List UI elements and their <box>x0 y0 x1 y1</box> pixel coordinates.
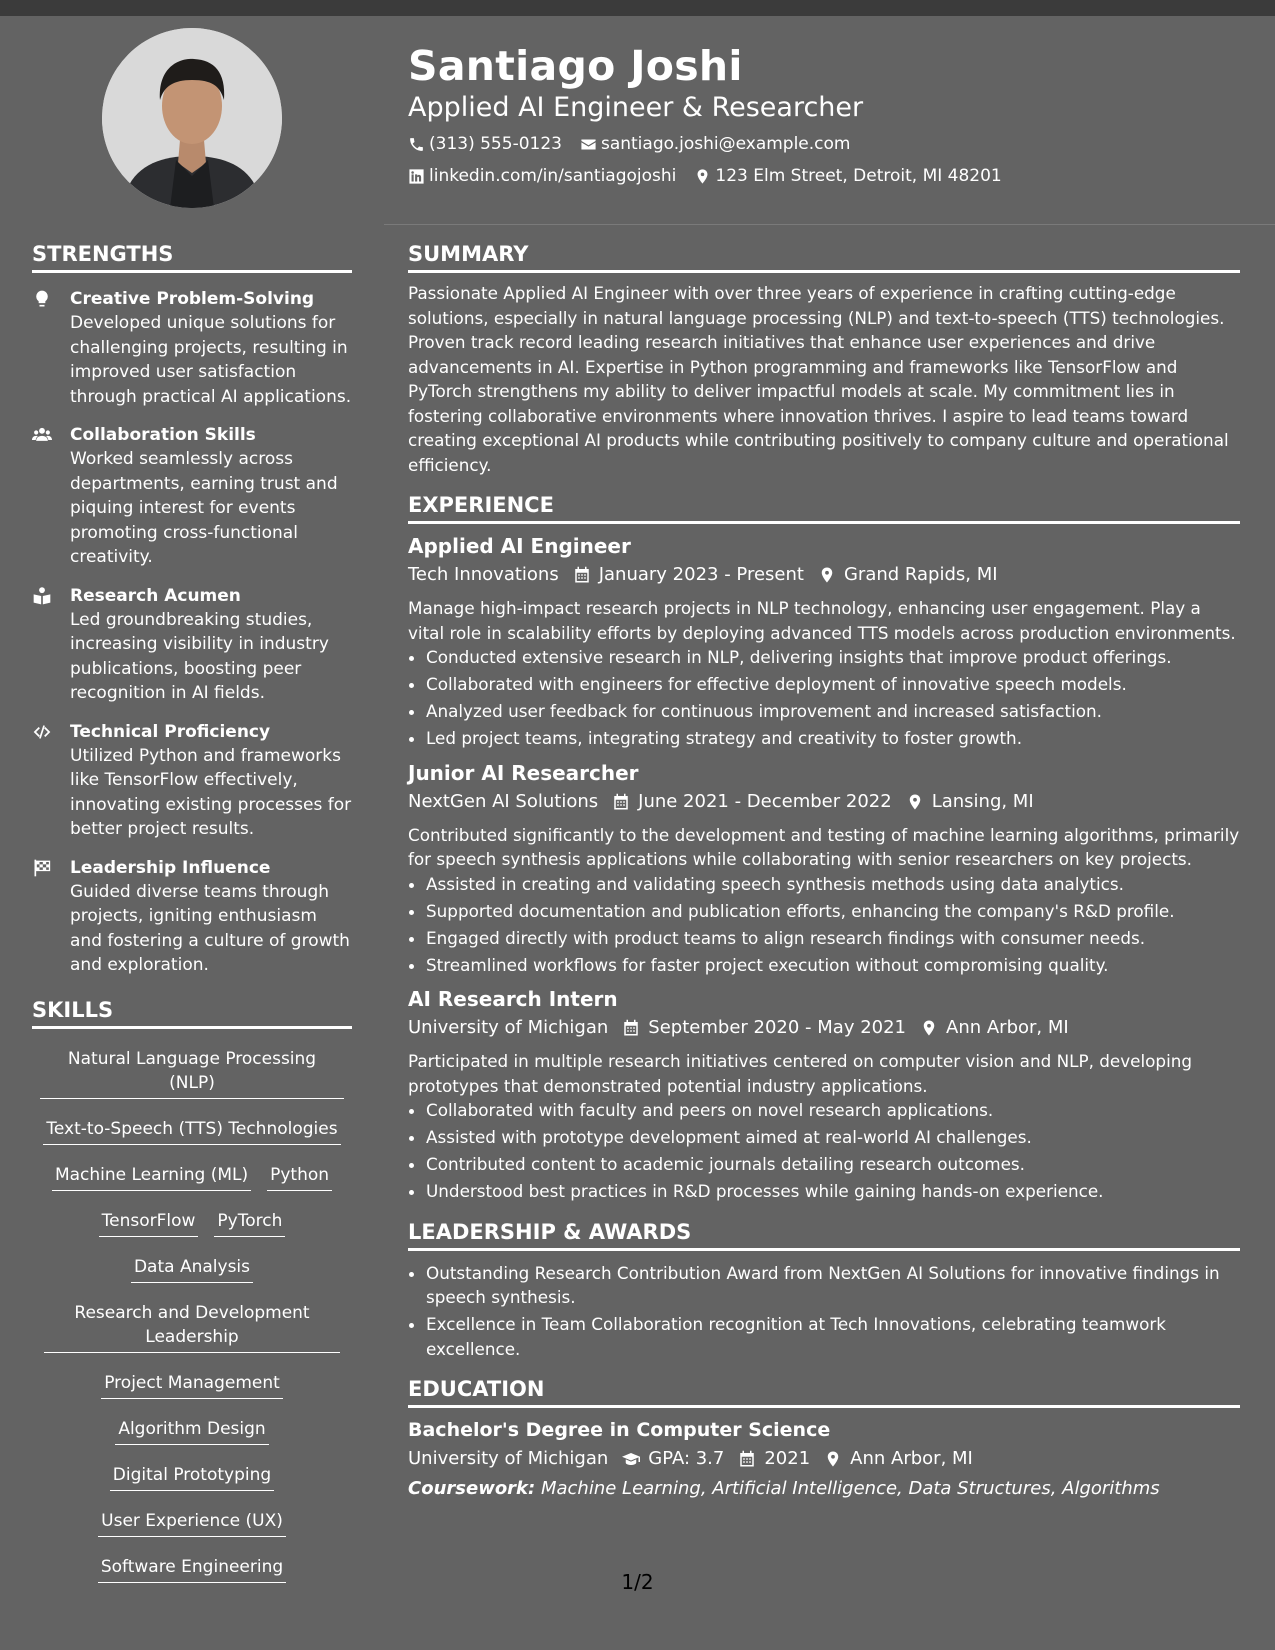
calendar-icon <box>738 1450 756 1468</box>
strength-title: Collaboration Skills <box>70 425 256 445</box>
job-description: Manage high-impact research projects in NLP technology, enhancing user engagement. Play a vital role in scalability efforts by deploying advanced TTS models across production environments. <box>408 598 1236 643</box>
phone-text: (313) 555-0123 <box>429 134 562 154</box>
job-title: Applied AI Engineer <box>408 534 631 558</box>
job-meta <box>408 1015 1240 1041</box>
list-item: • Collaborated with engineers for effective deployment of innovative speech models. <box>426 672 1240 697</box>
strength-item <box>32 720 352 842</box>
main-column <box>408 240 1240 1502</box>
skill-tag: PyTorch <box>214 1207 285 1237</box>
strength-desc: Developed unique solutions for challenging projects, resulting in improved user satisfaction through practical AI applications. <box>70 313 352 407</box>
users-icon <box>32 425 52 445</box>
skill-tag: Research and Development Leadership <box>44 1299 340 1353</box>
strength-item <box>32 287 352 409</box>
list-item: • Contributed content to academic journals detailing research outcomes. <box>426 1152 1240 1177</box>
list-item: • Led project teams, integrating strategy and creativity to foster growth. <box>426 726 1240 751</box>
strength-desc: Led groundbreaking studies, increasing visibility in industry publications, boosting peer recognition in AI fields. <box>70 609 329 703</box>
education-entry <box>408 1416 1240 1502</box>
strength-item <box>32 856 352 978</box>
contact-row-2 <box>408 164 1248 188</box>
degree-title: Bachelor's Degree in Computer Science <box>408 1419 831 1441</box>
candidate-role: Applied AI Engineer & Researcher <box>408 92 864 123</box>
skill-tag: TensorFlow <box>99 1207 199 1237</box>
phone-contact[interactable] <box>408 132 562 156</box>
awards-list <box>408 1261 1240 1362</box>
strength-title: Creative Problem-Solving <box>70 289 315 309</box>
address-contact <box>694 164 1001 188</box>
job-company: Tech Innovations <box>408 564 559 585</box>
calendar-icon <box>612 793 630 811</box>
awards-title: LEADERSHIP & AWARDS <box>408 1218 1240 1251</box>
skill-tag: Data Analysis <box>131 1253 253 1283</box>
job-meta <box>408 789 1240 815</box>
job-title: AI Research Intern <box>408 987 618 1011</box>
job-location: Ann Arbor, MI <box>946 1017 1069 1038</box>
list-item: • Assisted in creating and validating speech synthesis methods using data analytics. <box>426 872 1240 897</box>
strengths-title: STRENGTHS <box>32 240 352 273</box>
strengths-list <box>32 287 352 978</box>
job-entry <box>408 759 1240 978</box>
skill-tag: Natural Language Processing (NLP) <box>40 1045 344 1099</box>
strength-title: Research Acumen <box>70 585 241 606</box>
experience-title: EXPERIENCE <box>408 491 1240 524</box>
skill-tag: Text-to-Speech (TTS) Technologies <box>43 1115 340 1145</box>
page-number: 1/2 <box>621 1570 654 1594</box>
map-marker-icon <box>906 793 924 811</box>
list-item: • Understood best practices in R&D processes while gaining hands-on experience. <box>426 1179 1240 1204</box>
education-year: 2021 <box>764 1448 811 1469</box>
map-marker-icon <box>920 1019 938 1037</box>
list-item: • Conducted extensive research in NLP, delivering insights that improve product offerings. <box>426 645 1240 670</box>
email-contact[interactable] <box>580 132 851 156</box>
map-marker-icon <box>694 168 711 185</box>
calendar-icon <box>622 1019 640 1037</box>
header-divider <box>384 224 1275 225</box>
job-location: Grand Rapids, MI <box>843 564 998 585</box>
skill-tag: Digital Prototyping <box>110 1461 274 1491</box>
linkedin-contact[interactable] <box>408 164 676 188</box>
job-dates: September 2020 - May 2021 <box>648 1017 907 1038</box>
job-description: Participated in multiple research initiatives centered on computer vision and NLP, developing prototypes that demonstrated potential industry applications. <box>408 1051 1193 1096</box>
job-company: University of Michigan <box>408 1017 609 1038</box>
lightbulb-icon <box>32 289 52 309</box>
flag-checkered-icon <box>32 858 52 878</box>
job-bullets <box>408 1098 1240 1204</box>
coursework-list: Machine Learning, Artificial Intelligence, Data Structures, Algorithms <box>540 1478 1160 1499</box>
profile-photo <box>102 28 282 208</box>
job-description: Contributed significantly to the development and testing of machine learning algorithms, primarily for speech synthesis applications while collaborating with senior researchers on key projects. <box>408 824 1240 869</box>
experience-list <box>408 532 1240 1204</box>
job-bullets <box>408 872 1240 978</box>
skills-title: SKILLS <box>32 996 352 1029</box>
summary-text: Passionate Applied AI Engineer with over three years of experience in crafting cutting-edge solutions, especially in natural language processing (NLP) and text-to-speech (TTS) technologies. Proven track record leading research initiatives that enhance user experiences and drive advancements in AI. Expertise in Python programming and frameworks like TensorFlow and PyTorch strengthens my ability to deliver impactful models at scale. My commitment lies in fostering collaborative environments where innovation thrives. I aspire to lead teams toward creating exceptional AI products while contributing positively to company culture and operational efficiency. <box>408 283 1229 475</box>
sidebar <box>32 240 352 1595</box>
job-company: NextGen AI Solutions <box>408 790 599 812</box>
list-item: • Analyzed user feedback for continuous improvement and increased satisfaction. <box>426 699 1240 724</box>
map-marker-icon <box>818 566 836 584</box>
strength-desc: Utilized Python and frameworks like TensorFlow effectively, innovating existing processes for better project results. <box>70 745 352 839</box>
coursework <box>408 1476 1240 1502</box>
contact-row-1 <box>408 132 1248 156</box>
list-item: • Assisted with prototype development aimed at real-world AI challenges. <box>426 1125 1240 1150</box>
job-dates: January 2023 - Present <box>598 564 804 585</box>
linkedin-text: linkedin.com/in/santiagojoshi <box>429 166 677 186</box>
skill-tag: Machine Learning (ML) <box>52 1161 251 1191</box>
education-meta <box>408 1446 1240 1472</box>
skill-tag: Project Management <box>101 1369 283 1399</box>
job-dates: June 2021 - December 2022 <box>638 790 892 812</box>
email-text: santiago.joshi@example.com <box>600 134 851 154</box>
strength-desc: Guided diverse teams through projects, igniting enthusiasm and fostering a culture of growth and exploration. <box>70 881 350 975</box>
book-reader-icon <box>32 586 52 606</box>
job-entry <box>408 532 1240 751</box>
job-location: Lansing, MI <box>931 790 1034 812</box>
skill-tag: Python <box>267 1161 332 1191</box>
job-meta <box>408 562 1240 588</box>
school-name: University of Michigan <box>408 1448 609 1469</box>
education-title: EDUCATION <box>408 1375 1240 1408</box>
address-text: 123 Elm Street, Detroit, MI 48201 <box>715 166 1002 186</box>
top-bar <box>0 0 1275 16</box>
list-item: • Collaborated with faculty and peers on novel research applications. <box>426 1098 1240 1123</box>
candidate-name: Santiago Joshi <box>408 42 743 90</box>
list-item: • Supported documentation and publication efforts, enhancing the company's R&D profile. <box>426 899 1240 924</box>
job-entry <box>408 985 1240 1204</box>
person-portrait-icon <box>102 28 282 208</box>
skill-tag: Software Engineering <box>98 1553 286 1583</box>
strength-desc: Worked seamlessly across departments, earning trust and piquing interest for events promoting cross-functional creativity. <box>70 449 338 567</box>
code-icon <box>32 722 52 742</box>
linkedin-icon <box>408 168 425 185</box>
strength-title: Technical Proficiency <box>70 721 271 742</box>
strength-title: Leadership Influence <box>70 857 271 878</box>
list-item: • Outstanding Research Contribution Award from NextGen AI Solutions for innovative findings in speech synthesis. <box>426 1261 1240 1310</box>
job-bullets <box>408 645 1240 751</box>
map-marker-icon <box>824 1450 842 1468</box>
envelope-icon <box>580 136 597 153</box>
education-location: Ann Arbor, MI <box>850 1448 973 1469</box>
skills-list <box>32 1041 352 1595</box>
strength-item <box>32 584 352 706</box>
education-gpa: GPA: 3.7 <box>648 1448 725 1469</box>
list-item: • Streamlined workflows for faster project execution without compromising quality. <box>426 953 1240 978</box>
calendar-icon <box>573 566 591 584</box>
skill-tag: Algorithm Design <box>115 1415 268 1445</box>
skill-tag: User Experience (UX) <box>98 1507 286 1537</box>
summary-title: SUMMARY <box>408 240 1240 273</box>
phone-icon <box>408 136 425 153</box>
list-item: • Excellence in Team Collaboration recognition at Tech Innovations, celebrating teamwork excellence. <box>426 1312 1240 1361</box>
job-title: Junior AI Researcher <box>408 760 639 785</box>
list-item: • Engaged directly with product teams to align research findings with consumer needs. <box>426 926 1240 951</box>
strength-item <box>32 423 352 570</box>
resume-header <box>408 40 1248 188</box>
graduation-cap-icon <box>622 1450 640 1468</box>
coursework-label: Coursework: <box>408 1478 536 1499</box>
